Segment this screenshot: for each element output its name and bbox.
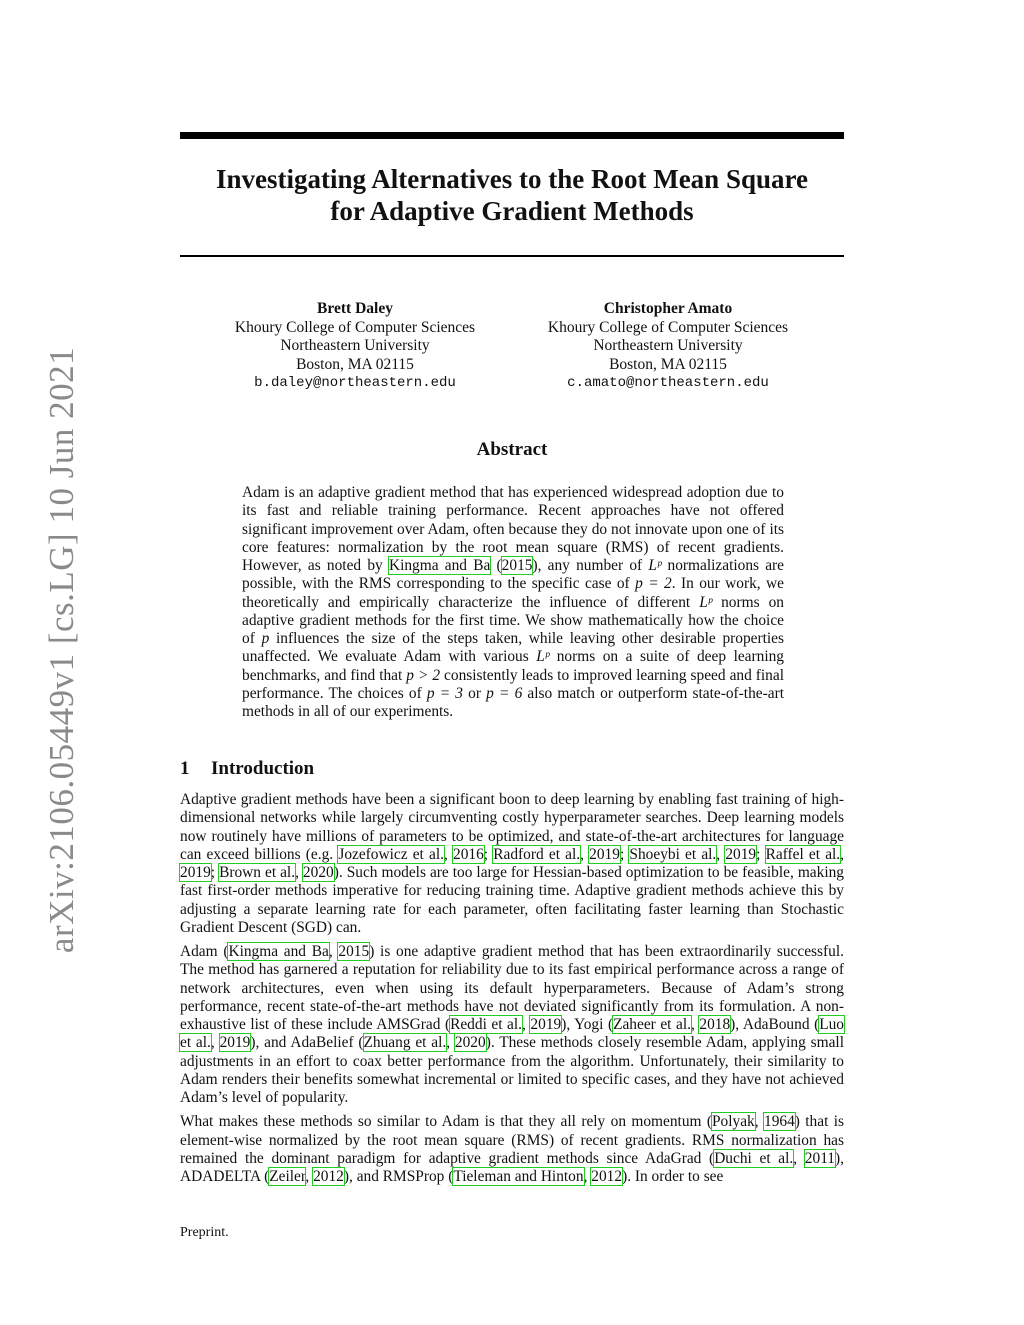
title-line-1: Investigating Alternatives to the Root Mean Square	[216, 164, 808, 194]
citation-link[interactable]: 2012	[591, 1168, 623, 1185]
author-block-1	[205, 300, 505, 393]
preprint-footer: Preprint.	[180, 1225, 229, 1240]
text-run: ,	[690, 1016, 700, 1033]
text-run: or	[463, 684, 487, 702]
text-run: ,	[305, 1168, 314, 1185]
text-run: ,	[328, 943, 339, 960]
citation-link[interactable]: Zeiler	[269, 1168, 306, 1185]
text-run: ), any number of	[532, 557, 649, 574]
author-location: Boston, MA 02115	[609, 355, 727, 373]
text-run: ;	[619, 845, 630, 863]
abstract-text	[242, 484, 784, 721]
title-bottom-rule	[180, 255, 844, 257]
text-run: ;	[210, 864, 220, 881]
author-email[interactable]: c.amato@northeastern.edu	[567, 375, 769, 391]
citation-link[interactable]: 2015	[501, 557, 533, 574]
paragraph-3	[180, 1113, 844, 1186]
text-run: ). Such models are too large for Hessian-based optimization to be feasible, making fast first-order methods imperative for reducing training time. Adaptive gradient methods achieve this by adjusting a separate learning rate for each parameter, often facilitating faster learning than Stochastic Gradient Descent (SGD) can.	[180, 864, 844, 936]
text-run: norms on adaptive gradient methods for the first time. We show mathematically how the choice of	[242, 593, 784, 647]
citation-link[interactable]: Zaheer et al.	[613, 1016, 691, 1033]
text-run: ,	[840, 845, 845, 863]
text-run: ,	[522, 1016, 531, 1033]
text-run: ;	[483, 845, 494, 863]
text-run: Adaptive gradient methods have been a significant boon to deep learning by enabling fast training of high-dimensional networks while largely circumventing costly hyperparameter searches. Deep learning models now routinely have millions of parameters to be optimized, and state-of-the-art architectures for language can exceed billions (e.g.	[180, 791, 844, 863]
text-run: influences the size of the steps taken, while leaving other desirable properties unaffected. We evaluate Adam with various	[242, 630, 785, 666]
text-run: ,	[754, 1113, 764, 1131]
abstract-heading: Abstract	[476, 439, 548, 460]
arxiv-identifier: arXiv:2106.05449v1 [cs.LG] 10 Jun 2021	[42, 346, 81, 954]
text-run: ) that is element-wise normalized by the root mean square (RMS) of recent gradients. RMS normalization has remained the dominant paradigm for adaptive gradient methods since AdaGrad (	[180, 1113, 845, 1167]
citation-link[interactable]: Shoeybi et al.	[629, 845, 717, 863]
citation-link[interactable]: Jozefowicz et al.	[338, 845, 444, 863]
paper-title	[180, 163, 844, 227]
citation-link[interactable]: 2011	[804, 1149, 836, 1167]
math-expression: p = 3	[426, 684, 463, 702]
text-run: Adam is an adaptive gradient method that has experienced widespread adoption due to its fast and reliable training performance. Recent approaches have not offered significant improvement over Adam, often because they do not innovate upon one of its core features: normalization by the root mean square (RMS) of recent gradients. However, as noted by	[242, 484, 784, 574]
citation-link[interactable]: 2020	[454, 1034, 486, 1052]
citation-link[interactable]: Kingma and Ba	[228, 943, 329, 960]
text-run: consistently leads to improved learning speed and final performance. The choices of	[242, 666, 784, 702]
text-run: ), AdaBound (	[730, 1016, 820, 1033]
math-expression: p = 6	[486, 684, 523, 702]
citation-link[interactable]: Tieleman and Hinton	[453, 1168, 584, 1185]
citation-link[interactable]: 2019	[530, 1016, 562, 1033]
citation-link[interactable]: 2019	[589, 845, 620, 863]
text-run: ), and RMSProp (	[343, 1168, 454, 1185]
author-email[interactable]: b.daley@northeastern.edu	[254, 375, 456, 391]
text-run: . In our work, we theoretically and empirically characterize the influence of different	[242, 575, 784, 611]
author-affiliation: Khoury College of Computer Sciences	[547, 318, 789, 336]
math-expression: p > 2	[406, 666, 441, 684]
text-run: ), and AdaBelief (	[250, 1034, 364, 1052]
text-run: ,	[443, 845, 454, 863]
text-run: ). In order to see	[622, 1168, 724, 1185]
text-run: ,	[210, 1034, 220, 1052]
title-line-2: for Adaptive Gradient Methods	[330, 196, 694, 226]
text-run: ,	[793, 1149, 805, 1167]
citation-link[interactable]: 2020	[302, 864, 334, 881]
citation-link[interactable]: 2019	[219, 1034, 251, 1052]
author-university: Northeastern University	[593, 337, 743, 354]
citation-link[interactable]: 1964	[764, 1113, 795, 1131]
text-run: ) is one adaptive gradient method that has been extraordinarily successful. The method has garnered a reputation for reliability due to its fast empirical performance across a range of network architectures, even when using its default hyperparameters. Because of Adam’s strong performance, recent state-of-the-art methods have not deviated significantly from its formulation. A non-exhaustive list of these include AMSGrad (	[180, 943, 844, 1033]
citation-link[interactable]: 2019	[725, 845, 757, 863]
citation-link[interactable]: Polyak	[712, 1113, 755, 1131]
text-run: ), ADADELTA (	[180, 1149, 844, 1185]
author-name: Brett Daley	[317, 300, 393, 317]
citation-link[interactable]: Reddi et al.	[450, 1016, 523, 1033]
text-run: norms on a suite of deep learning benchmarks, and find that	[242, 648, 784, 684]
citation-link[interactable]: Duchi et al.	[714, 1149, 794, 1167]
math-expression: p = 2	[635, 575, 672, 593]
citation-link[interactable]: Raffel et al.	[765, 845, 841, 863]
text-run: ,	[580, 845, 590, 863]
text-run: What makes these methods so similar to Adam is that they all rely on momentum (	[180, 1113, 712, 1131]
citation-link[interactable]: Luo et al.	[180, 1016, 844, 1052]
citation-link[interactable]: Kingma and Ba	[388, 557, 491, 574]
introduction-body	[180, 791, 844, 1192]
citation-link[interactable]: 2019	[180, 864, 211, 881]
author-university: Northeastern University	[280, 337, 430, 354]
section-number: 1	[180, 758, 190, 779]
paragraph-1	[180, 791, 844, 937]
text-run: ,	[295, 864, 303, 881]
text-run: Adam (	[180, 943, 229, 960]
citation-link[interactable]: Radford et al.	[493, 845, 581, 863]
text-run: ). These methods closely resemble Adam, applying small adjustments in an effort to coax better performance from the algorithm. Unfortunately, their similarity to Adam renders their benefits somewhat incremental or limited to specific cases, and they have not achieved Adam’s level of popularity.	[180, 1034, 844, 1106]
citation-link[interactable]: 2016	[453, 845, 484, 863]
text-run: also match or outperform state-of-the-art methods in all of our experiments.	[242, 684, 784, 720]
author-location: Boston, MA 02115	[296, 355, 414, 373]
citation-link[interactable]: 2015	[338, 943, 370, 960]
text-run: (	[490, 557, 502, 574]
citation-link[interactable]: 2012	[313, 1168, 344, 1185]
paragraph-2	[180, 943, 844, 1107]
math-expression: Lᵖ	[536, 648, 550, 666]
section-heading	[180, 758, 314, 780]
author-block-2	[518, 300, 818, 393]
author-name: Christopher Amato	[603, 300, 733, 317]
section-title: Introduction	[211, 758, 315, 779]
text-run: ;	[756, 845, 766, 863]
text-run: ), Yogi (	[561, 1016, 614, 1033]
text-run: ,	[446, 1034, 455, 1052]
title-top-rule	[180, 132, 844, 139]
text-run: ,	[583, 1168, 592, 1185]
text-run: ,	[716, 845, 726, 863]
citation-link[interactable]: 2018	[699, 1016, 731, 1033]
citation-link[interactable]: Zhuang et al.	[363, 1034, 447, 1052]
math-expression: Lᵖ	[648, 557, 662, 574]
math-expression: p	[261, 630, 270, 647]
math-expression: Lᵖ	[699, 593, 713, 611]
author-affiliation: Khoury College of Computer Sciences	[234, 318, 476, 336]
citation-link[interactable]: Brown et al.	[219, 864, 296, 881]
text-run: normalizations are possible, with the RMS corresponding to the specific case of	[242, 557, 785, 593]
